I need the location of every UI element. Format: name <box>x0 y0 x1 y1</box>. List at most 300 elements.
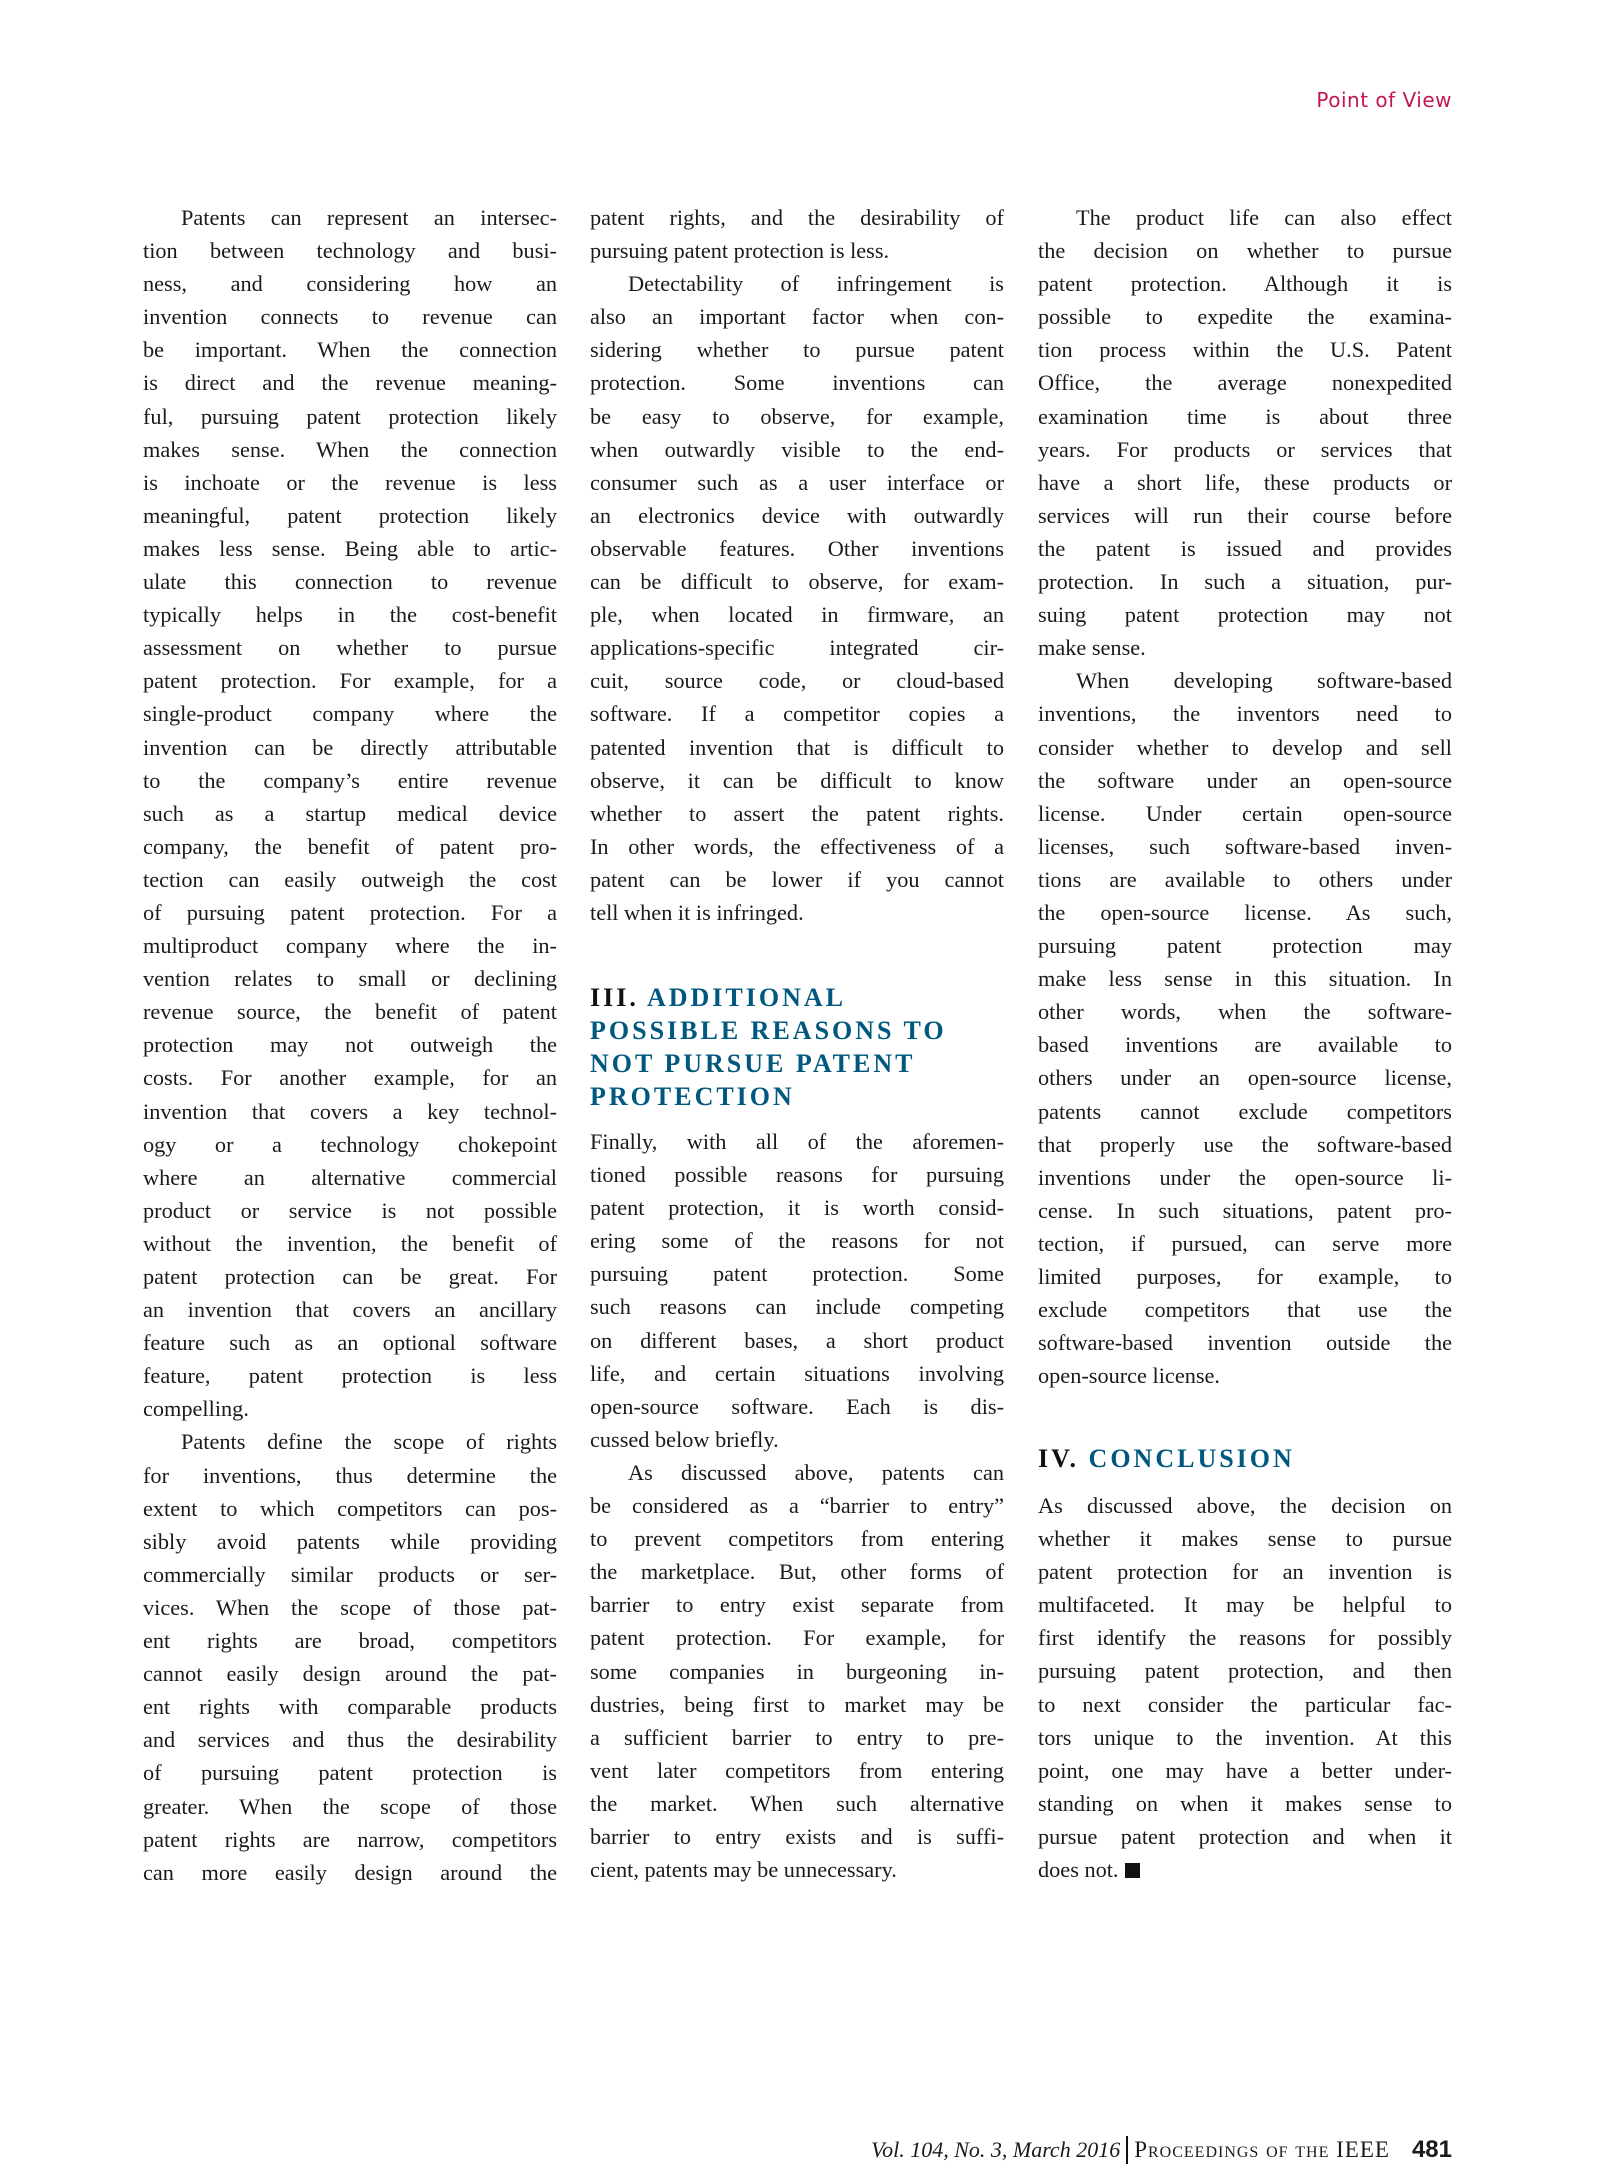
text-line <box>1038 532 1452 565</box>
text-line <box>590 1324 1004 1357</box>
text-line <box>590 565 1004 598</box>
text-line <box>1038 929 1452 962</box>
text-line <box>1038 598 1452 631</box>
page-number: 481 <box>1411 2136 1452 2163</box>
text-line <box>143 1558 557 1591</box>
end-mark-icon <box>1125 1863 1140 1878</box>
line-text: software. If a competitor copies a <box>590 701 1004 727</box>
text-line <box>1038 1688 1452 1721</box>
text-line <box>590 598 1004 631</box>
column-1 <box>143 201 557 1889</box>
text-line <box>1038 1161 1452 1194</box>
text-line <box>590 532 1004 565</box>
paragraph <box>1038 1489 1452 1886</box>
line-text: to next consider the particular fac- <box>1038 1691 1452 1717</box>
line-text: the market. When such alternative <box>590 1790 1004 1816</box>
text-line <box>590 1290 1004 1323</box>
text-line <box>1038 234 1452 267</box>
text-line <box>143 1492 557 1525</box>
line-text: typically helps in the cost-benefit <box>143 602 557 628</box>
line-text: pursue patent protection and when it <box>1038 1823 1452 1849</box>
line-text: patent can be lower if you cannot <box>590 866 1004 892</box>
line-text: sibly avoid patents while providing <box>143 1528 557 1554</box>
text-line <box>143 400 557 433</box>
text-line <box>590 366 1004 399</box>
line-text: to prevent competitors from entering <box>590 1526 1004 1552</box>
line-text: As discussed above, patents can <box>628 1459 1004 1485</box>
text-line <box>1038 499 1452 532</box>
paragraph <box>143 1425 557 1888</box>
paragraph <box>590 267 1004 929</box>
text-line <box>143 1756 557 1789</box>
line-text: patent rights are narrow, competitors <box>143 1826 557 1852</box>
line-text: the open-source license. As such, <box>1038 899 1452 925</box>
text-line <box>143 830 557 863</box>
text-line <box>143 1028 557 1061</box>
line-text: In other words, the effectiveness of a <box>590 833 1004 859</box>
text-line <box>143 366 557 399</box>
line-text: point, one may have a better under- <box>1038 1757 1452 1783</box>
text-line <box>590 400 1004 433</box>
line-text: of pursuing patent protection. For a <box>143 899 557 925</box>
line-text: an electronics device with outwardly <box>590 502 1004 528</box>
line-text: be important. When the connection <box>143 337 557 363</box>
line-text: When developing software-based <box>1076 668 1452 694</box>
line-text: tection can easily outweigh the cost <box>143 866 557 892</box>
text-line <box>590 333 1004 366</box>
line-text: licenses, such software-based inven- <box>1038 833 1452 859</box>
text-line <box>590 1257 1004 1290</box>
line-text: patent protection. Although it is <box>1038 271 1452 297</box>
line-text: inventions, the inventors need to <box>1038 701 1452 727</box>
line-text: cuit, source code, or cloud-based <box>590 668 1004 694</box>
text-line <box>1038 466 1452 499</box>
line-text: patent protection, it is worth consid- <box>590 1195 1004 1221</box>
section-label: Point of View <box>1316 88 1452 112</box>
text-line <box>590 1754 1004 1787</box>
line-text: single-product company where the <box>143 701 557 727</box>
text-line <box>1038 697 1452 730</box>
text-line <box>143 1128 557 1161</box>
text-line <box>1038 1293 1452 1326</box>
line-text: patent protection. For example, for <box>590 1625 1004 1651</box>
line-text: invention that covers a key technol- <box>143 1098 557 1124</box>
line-text: invention can be directly attributable <box>143 734 557 760</box>
text-line <box>143 1624 557 1657</box>
text-line <box>1038 333 1452 366</box>
paragraph <box>590 1456 1004 1886</box>
text-line <box>1038 1555 1452 1588</box>
column-3-bottom <box>1038 1489 1452 1886</box>
line-text: some companies in burgeoning in- <box>590 1658 1004 1684</box>
text-line <box>143 1690 557 1723</box>
text-line <box>143 565 557 598</box>
text-line <box>590 664 1004 697</box>
text-line <box>590 1357 1004 1390</box>
text-line <box>1038 631 1452 664</box>
line-text: compelling. <box>143 1396 249 1422</box>
line-text: meaningful, patent protection likely <box>143 502 557 528</box>
text-line <box>590 697 1004 730</box>
line-text: make sense. <box>1038 635 1146 661</box>
text-line <box>1038 1853 1452 1886</box>
page-footer <box>871 2136 1452 2164</box>
line-text: examination time is about three <box>1038 403 1452 429</box>
text-line <box>143 863 557 896</box>
text-line <box>1038 863 1452 896</box>
text-line <box>590 1125 1004 1158</box>
text-line <box>1038 366 1452 399</box>
text-line <box>143 466 557 499</box>
line-text: suing patent protection may not <box>1038 602 1452 628</box>
text-line <box>590 1655 1004 1688</box>
line-text: ness, and considering how an <box>143 271 557 297</box>
heading-text: CONCLUSION <box>1088 1444 1295 1473</box>
heading-text: NOT PURSUE PATENT <box>590 1049 916 1079</box>
text-line <box>143 896 557 929</box>
text-line <box>1038 300 1452 333</box>
text-line <box>590 1853 1004 1886</box>
text-line <box>590 830 1004 863</box>
text-line <box>143 1392 557 1425</box>
column-2-bottom <box>590 1125 1004 1886</box>
text-line <box>143 201 557 234</box>
line-text: Patents can represent an intersec- <box>181 205 557 230</box>
line-text: tion process within the U.S. Patent <box>1038 337 1452 363</box>
line-text: Finally, with all of the aforemen- <box>590 1129 1004 1154</box>
text-line <box>143 300 557 333</box>
line-text: other words, when the software- <box>1038 999 1452 1025</box>
text-line <box>143 1591 557 1624</box>
heading-text: POSSIBLE REASONS TO <box>590 1016 947 1046</box>
text-line <box>143 1161 557 1194</box>
line-text: that properly use the software-based <box>1038 1131 1452 1157</box>
text-line <box>1038 1359 1452 1392</box>
line-text: patent rights, and the desirability of <box>590 205 1004 230</box>
line-text: vention relates to small or declining <box>143 966 557 992</box>
text-line <box>143 1856 557 1889</box>
line-text: ple, when located in firmware, an <box>590 602 1004 628</box>
line-text: limited purposes, for example, to <box>1038 1264 1452 1289</box>
text-line <box>590 1787 1004 1820</box>
text-line <box>143 797 557 830</box>
text-line <box>1038 267 1452 300</box>
text-line <box>143 1061 557 1094</box>
text-line <box>1038 1588 1452 1621</box>
line-text: assessment on whether to pursue <box>143 635 557 661</box>
line-text: pursuing patent protection. Some <box>590 1261 1004 1287</box>
line-text: ulate this connection to revenue <box>143 569 557 595</box>
text-line <box>590 1191 1004 1224</box>
text-line <box>590 201 1004 234</box>
line-text: cannot easily design around the pat- <box>143 1661 557 1687</box>
text-line <box>143 1657 557 1690</box>
line-text: whether it makes sense to pursue <box>1038 1526 1452 1552</box>
line-text: cient, patents may be unnecessary. <box>590 1857 897 1883</box>
column-2-top <box>590 201 1004 929</box>
text-line <box>1038 433 1452 466</box>
line-text: the marketplace. But, other forms of <box>590 1559 1004 1585</box>
heading-number: IV. <box>1038 1444 1080 1473</box>
text-line <box>1038 1227 1452 1260</box>
text-line <box>143 499 557 532</box>
text-line <box>1038 797 1452 830</box>
heading-line <box>1038 1442 1295 1475</box>
text-line <box>590 1456 1004 1489</box>
heading-line <box>590 981 947 1014</box>
line-text: cense. In such situations, patent pro- <box>1038 1197 1452 1223</box>
line-text: revenue source, the benefit of patent <box>143 999 557 1025</box>
line-text: and services and thus the desirability <box>143 1727 557 1753</box>
text-line <box>1038 1326 1452 1359</box>
text-line <box>143 1525 557 1558</box>
text-line <box>590 1555 1004 1588</box>
text-line <box>143 1723 557 1756</box>
text-line <box>590 1820 1004 1853</box>
heading-text: PROTECTION <box>590 1082 795 1112</box>
text-line <box>590 300 1004 333</box>
line-text: patent protection. For example, for a <box>143 668 557 694</box>
line-text: vices. When the scope of those pat- <box>143 1594 557 1620</box>
line-text: company, the benefit of patent pro- <box>143 833 557 859</box>
text-line <box>590 731 1004 764</box>
line-text: can more easily design around the <box>143 1859 557 1885</box>
line-text: patent protection for an invention is <box>1038 1559 1452 1585</box>
text-line <box>1038 1621 1452 1654</box>
line-text: does not. <box>1038 1857 1119 1883</box>
text-line <box>590 797 1004 830</box>
line-text: is direct and the revenue meaning- <box>143 370 557 396</box>
line-text: multifaceted. It may be helpful to <box>1038 1592 1452 1618</box>
line-text: tions are available to others under <box>1038 866 1452 892</box>
line-text: first identify the reasons for possibly <box>1038 1625 1452 1651</box>
line-text: pursuing patent protection may <box>1038 933 1452 959</box>
text-line <box>143 1359 557 1392</box>
line-text: make less sense in this situation. In <box>1038 966 1452 992</box>
column-3-top <box>1038 201 1452 1392</box>
line-text: Detectability of infringement is <box>628 271 1004 297</box>
line-text: without the invention, the benefit of <box>143 1230 557 1256</box>
text-line <box>590 466 1004 499</box>
text-line <box>143 532 557 565</box>
line-text: cussed below briefly. <box>590 1426 779 1452</box>
line-text: applications-specific integrated cir- <box>590 635 1004 661</box>
line-text: exclude competitors that use the <box>1038 1297 1452 1323</box>
line-text: ful, pursuing patent protection likely <box>143 403 557 429</box>
heading-text: ADDITIONAL <box>646 983 846 1012</box>
journal-name: Proceedings of the IEEE <box>1134 2137 1390 2162</box>
line-text: tors unique to the invention. At this <box>1038 1724 1452 1750</box>
text-line <box>590 1588 1004 1621</box>
text-line <box>143 1459 557 1492</box>
line-text: dustries, being first to market may be <box>590 1691 1004 1717</box>
text-line <box>1038 400 1452 433</box>
line-text: ent rights with comparable products <box>143 1694 557 1720</box>
text-line <box>1038 830 1452 863</box>
text-line <box>143 697 557 730</box>
text-line <box>590 499 1004 532</box>
line-text: product or service is not possible <box>143 1197 557 1223</box>
text-line <box>1038 1489 1452 1522</box>
text-line <box>1038 201 1452 234</box>
line-text: greater. When the scope of those <box>143 1793 557 1819</box>
text-line <box>1038 764 1452 797</box>
text-line <box>1038 731 1452 764</box>
text-line <box>143 631 557 664</box>
text-line <box>143 962 557 995</box>
text-line <box>143 731 557 764</box>
text-line <box>590 1423 1004 1456</box>
line-text: the patent is issued and provides <box>1038 535 1452 561</box>
text-line <box>1038 1028 1452 1061</box>
line-text: standing on when it makes sense to <box>1038 1790 1452 1816</box>
line-text: patented invention that is difficult to <box>590 734 1004 760</box>
text-line <box>143 234 557 267</box>
line-text: based inventions are available to <box>1038 1032 1452 1058</box>
text-line <box>1038 1194 1452 1227</box>
line-text: feature, patent protection is less <box>143 1363 557 1389</box>
text-line <box>590 1489 1004 1522</box>
line-text: open-source software. Each is dis- <box>590 1393 1004 1419</box>
line-text: where an alternative commercial <box>143 1164 557 1190</box>
text-line <box>590 631 1004 664</box>
text-line <box>1038 1095 1452 1128</box>
line-text: life, and certain situations involving <box>590 1360 1004 1386</box>
text-line <box>1038 1787 1452 1820</box>
text-line <box>143 267 557 300</box>
text-line <box>590 1621 1004 1654</box>
heading-line <box>590 1047 947 1080</box>
text-line <box>143 995 557 1028</box>
line-text: software-based invention outside the <box>1038 1330 1452 1356</box>
line-text: observe, it can be difficult to know <box>590 767 1004 793</box>
text-line <box>590 234 1004 267</box>
text-line <box>143 1326 557 1359</box>
text-line <box>1038 1522 1452 1555</box>
footer-divider <box>1126 2136 1128 2164</box>
line-text: patent protection can be great. For <box>143 1264 557 1289</box>
line-text: a sufficient barrier to entry to pre- <box>590 1724 1004 1750</box>
text-line <box>143 1293 557 1326</box>
line-text: tion between technology and busi- <box>143 238 557 264</box>
text-line <box>143 1790 557 1823</box>
text-line <box>1038 1061 1452 1094</box>
text-line <box>143 433 557 466</box>
text-line <box>590 1390 1004 1423</box>
text-line <box>143 1260 557 1293</box>
text-line <box>590 1224 1004 1257</box>
line-text: pursuing patent protection is less. <box>590 238 890 264</box>
line-text: The product life can also effect <box>1076 205 1452 230</box>
text-line <box>1038 896 1452 929</box>
line-text: makes sense. When the connection <box>143 436 557 462</box>
line-text: inventions under the open-source li- <box>1038 1164 1452 1190</box>
text-line <box>143 929 557 962</box>
paragraph <box>1038 201 1452 664</box>
line-text: observable features. Other inventions <box>590 535 1004 561</box>
issue-info: Vol. 104, No. 3, March 2016 <box>871 2137 1121 2162</box>
line-text: barrier to entry exists and is suffi- <box>590 1823 1004 1849</box>
text-line <box>590 1158 1004 1191</box>
text-line <box>143 764 557 797</box>
line-text: multiproduct company where the in- <box>143 933 557 959</box>
line-text: pursuing patent protection, and then <box>1038 1658 1452 1684</box>
line-text: feature such as an optional software <box>143 1330 557 1356</box>
line-text: the decision on whether to pursue <box>1038 238 1452 264</box>
line-text: license. Under certain open-source <box>1038 800 1452 826</box>
line-text: on different bases, a short product <box>590 1327 1004 1353</box>
text-line <box>1038 1128 1452 1161</box>
text-line <box>1038 962 1452 995</box>
line-text: be considered as a “barrier to entry” <box>590 1493 1004 1519</box>
line-text: Patents define the scope of rights <box>181 1429 557 1455</box>
line-text: whether to assert the patent rights. <box>590 800 1004 826</box>
line-text: ogy or a technology chokepoint <box>143 1131 557 1157</box>
line-text: tioned possible reasons for pursuing <box>590 1162 1004 1188</box>
text-line <box>143 1095 557 1128</box>
text-line <box>143 1823 557 1856</box>
line-text: open-source license. <box>1038 1363 1221 1389</box>
text-line <box>590 267 1004 300</box>
line-text: vent later competitors from entering <box>590 1757 1004 1783</box>
line-text: services will run their course before <box>1038 502 1452 528</box>
line-text: extent to which competitors can pos- <box>143 1495 557 1521</box>
paragraph <box>590 1125 1004 1456</box>
text-line <box>143 1194 557 1227</box>
line-text: makes less sense. Being able to artic- <box>143 535 557 561</box>
line-text: costs. For another example, for an <box>143 1065 557 1091</box>
paragraph <box>1038 664 1452 1392</box>
section-heading-iv <box>1038 1442 1295 1475</box>
heading-number: III. <box>590 983 639 1012</box>
line-text: also an important factor when con- <box>590 304 1004 330</box>
line-text: invention connects to revenue can <box>143 304 557 330</box>
text-line <box>1038 1721 1452 1754</box>
text-line <box>143 1425 557 1458</box>
line-text: others under an open-source license, <box>1038 1065 1452 1091</box>
line-text: commercially similar products or ser- <box>143 1561 557 1587</box>
text-line <box>143 664 557 697</box>
text-line <box>590 896 1004 929</box>
text-line <box>590 433 1004 466</box>
line-text: when outwardly visible to the end- <box>590 436 1004 462</box>
line-text: patents cannot exclude competitors <box>1038 1098 1452 1124</box>
line-text: years. For products or services that <box>1038 436 1452 462</box>
text-line <box>590 863 1004 896</box>
line-text: protection. Some inventions can <box>590 370 1004 396</box>
text-line <box>1038 565 1452 598</box>
line-text: be easy to observe, for example, <box>590 403 1004 429</box>
text-line <box>1038 1654 1452 1687</box>
text-line <box>1038 664 1452 697</box>
text-line <box>1038 1260 1452 1293</box>
heading-line <box>590 1080 947 1113</box>
text-line <box>590 764 1004 797</box>
text-line <box>1038 995 1452 1028</box>
line-text: is inchoate or the revenue is less <box>143 469 557 495</box>
line-text: of pursuing patent protection is <box>143 1760 557 1786</box>
text-line <box>143 333 557 366</box>
line-text: to the company’s entire revenue <box>143 767 557 793</box>
text-line <box>1038 1820 1452 1853</box>
line-text: tell when it is infringed. <box>590 899 804 925</box>
line-text: Office, the average nonexpedited <box>1038 370 1452 396</box>
text-line <box>1038 1754 1452 1787</box>
line-text: protection. In such a situation, pur- <box>1038 569 1452 595</box>
line-text: such reasons can include competing <box>590 1294 1004 1320</box>
line-text: possible to expedite the examina- <box>1038 304 1452 330</box>
paragraph <box>143 201 557 1425</box>
